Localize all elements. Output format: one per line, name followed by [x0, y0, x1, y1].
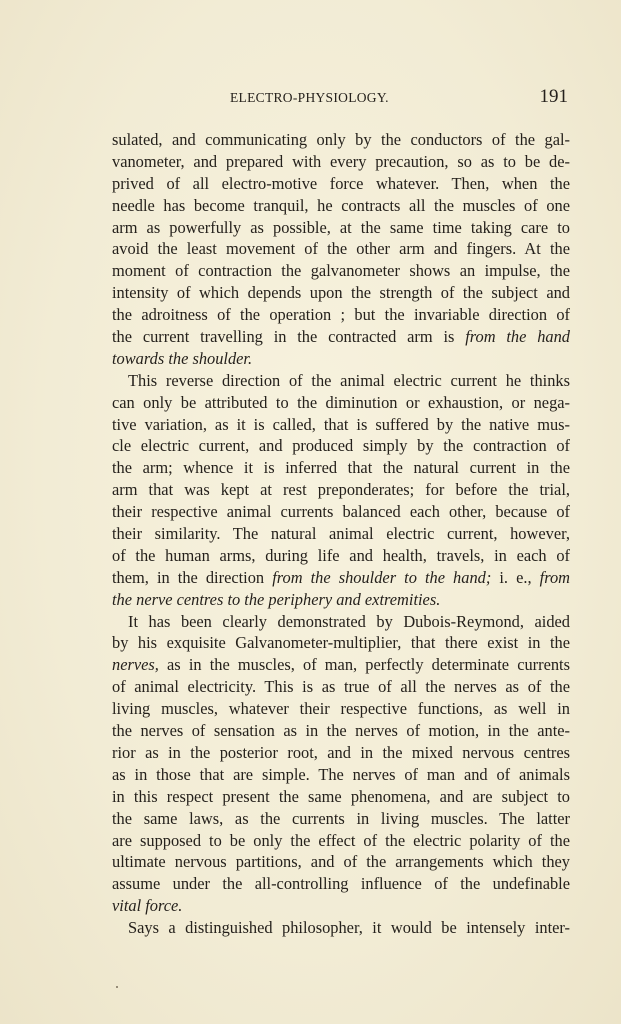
- text-run: the current travelling in the contracted arm is: [112, 327, 466, 347]
- text-run: Says a distinguished philosopher, it would be intensely inter-: [128, 918, 570, 938]
- text-run: tive variation, as it is called, that is suffered by the native mus-: [112, 414, 570, 434]
- text-line: [112, 282, 570, 304]
- text-line: [112, 304, 570, 326]
- text-run: cle electric current, and produced simply by the contraction of: [112, 436, 570, 456]
- text-run: can only be attributed to the diminution or exhaustion, or nega-: [112, 392, 570, 412]
- italic-text: nerves,: [112, 655, 159, 675]
- text-run: arm that was kept at rest preponderates; for before the trial,: [112, 480, 570, 500]
- body-text: [112, 129, 570, 939]
- text-line: [112, 830, 570, 852]
- text-line: [112, 742, 570, 764]
- text-line: [112, 457, 570, 479]
- text-run: intensity of which depends upon the strength of the subject and: [112, 283, 570, 303]
- text-line: [112, 479, 570, 501]
- text-line: [112, 786, 570, 808]
- italic-text: the nerve centres to the periphery and extremities.: [112, 589, 441, 609]
- text-line: [112, 632, 570, 654]
- text-run: the adroitness of the operation ; but the invariable direction of: [112, 305, 570, 325]
- text-line: [112, 917, 570, 939]
- text-run: the nerves of sensation as in the nerves of motion, in the ante-: [112, 721, 570, 741]
- text-run: the arm; whence it is inferred that the natural current in the: [112, 458, 570, 478]
- text-line: [112, 195, 570, 217]
- text-run: their respective animal currents balanced each other, because of: [112, 502, 570, 522]
- text-line: [112, 873, 570, 895]
- text-line: [112, 326, 570, 348]
- text-run: i. e.,: [491, 567, 540, 587]
- text-line: [112, 808, 570, 830]
- text-line: [112, 698, 570, 720]
- text-line: [112, 676, 570, 698]
- text-line: [112, 414, 570, 436]
- text-line: [112, 567, 570, 589]
- text-line: [112, 238, 570, 260]
- text-line: [112, 370, 570, 392]
- text-run: ultimate nervous partitions, and of the arrangements which they: [112, 852, 570, 872]
- text-run: them, in the direction: [112, 567, 273, 587]
- text-run: prived of all electro-motive force whatever. Then, when the: [112, 173, 570, 193]
- text-line: [112, 611, 570, 633]
- text-run: It has been clearly demonstrated by Dubois-Reymond, aided: [128, 611, 570, 631]
- text-line: [112, 129, 570, 151]
- text-run: vanometer, and prepared with every precaution, so as to be de-: [112, 151, 570, 171]
- text-run: their similarity. The natural animal electric current, however,: [112, 524, 570, 544]
- text-line: [112, 720, 570, 742]
- text-line: [112, 501, 570, 523]
- paper-speck: [116, 986, 118, 988]
- text-line: [112, 217, 570, 239]
- text-line: [112, 764, 570, 786]
- text-run: needle has become tranquil, he contracts all the muscles of one: [112, 195, 570, 215]
- running-head: [112, 86, 570, 110]
- text-line: [112, 435, 570, 457]
- text-run: by his exquisite Galvanometer-multiplier, that there exist in the: [112, 633, 570, 653]
- text-line: [112, 895, 570, 917]
- text-run: arm as powerfully as possible, at the same time taking care to: [112, 217, 570, 237]
- text-line: [112, 151, 570, 173]
- text-line: [112, 523, 570, 545]
- text-run: assume under the all-controlling influence of the undefinable: [112, 874, 570, 894]
- text-line: [112, 392, 570, 414]
- text-run: sulated, and communicating only by the conductors of the gal-: [112, 130, 570, 149]
- text-run: in this respect present the same phenomena, and are subject to: [112, 786, 570, 806]
- text-run: as in those that are simple. The nerves of man and of animals: [112, 764, 570, 784]
- italic-text: from the shoulder to the hand;: [272, 567, 492, 587]
- text-run: the same laws, as the currents in living muscles. The latter: [112, 808, 570, 828]
- text-line: [112, 348, 570, 370]
- text-line: [112, 654, 570, 676]
- text-run: rior as in the posterior root, and in the mixed nervous centres: [112, 742, 570, 762]
- text-run: are supposed to be only the effect of the electric polarity of the: [112, 830, 570, 850]
- text-line: [112, 260, 570, 282]
- text-run: This reverse direction of the animal electric current he thinks: [128, 370, 570, 390]
- page-number: 191: [539, 86, 568, 107]
- text-line: [112, 851, 570, 873]
- text-line: [112, 589, 570, 611]
- text-run: living muscles, whatever their respective functions, as well in: [112, 699, 570, 719]
- italic-text: from: [539, 567, 571, 587]
- running-title: ELECTRO-PHYSIOLOGY.: [230, 90, 389, 105]
- text-run: moment of contraction the galvanometer shows an impulse, the: [112, 261, 570, 281]
- text-line: [112, 545, 570, 567]
- text-run: of the human arms, during life and health, travels, in each of: [112, 545, 570, 565]
- italic-text: vital force.: [112, 896, 183, 916]
- italic-text: towards the shoulder.: [112, 348, 253, 368]
- italic-text: from the hand: [465, 327, 570, 347]
- text-run: avoid the least movement of the other arm and fingers. At the: [112, 239, 570, 259]
- text-line: [112, 173, 570, 195]
- text-run: as in the muscles, of man, perfectly determinate currents: [158, 655, 570, 675]
- text-run: of animal electricity. This is as true of all the nerves as of the: [112, 677, 570, 697]
